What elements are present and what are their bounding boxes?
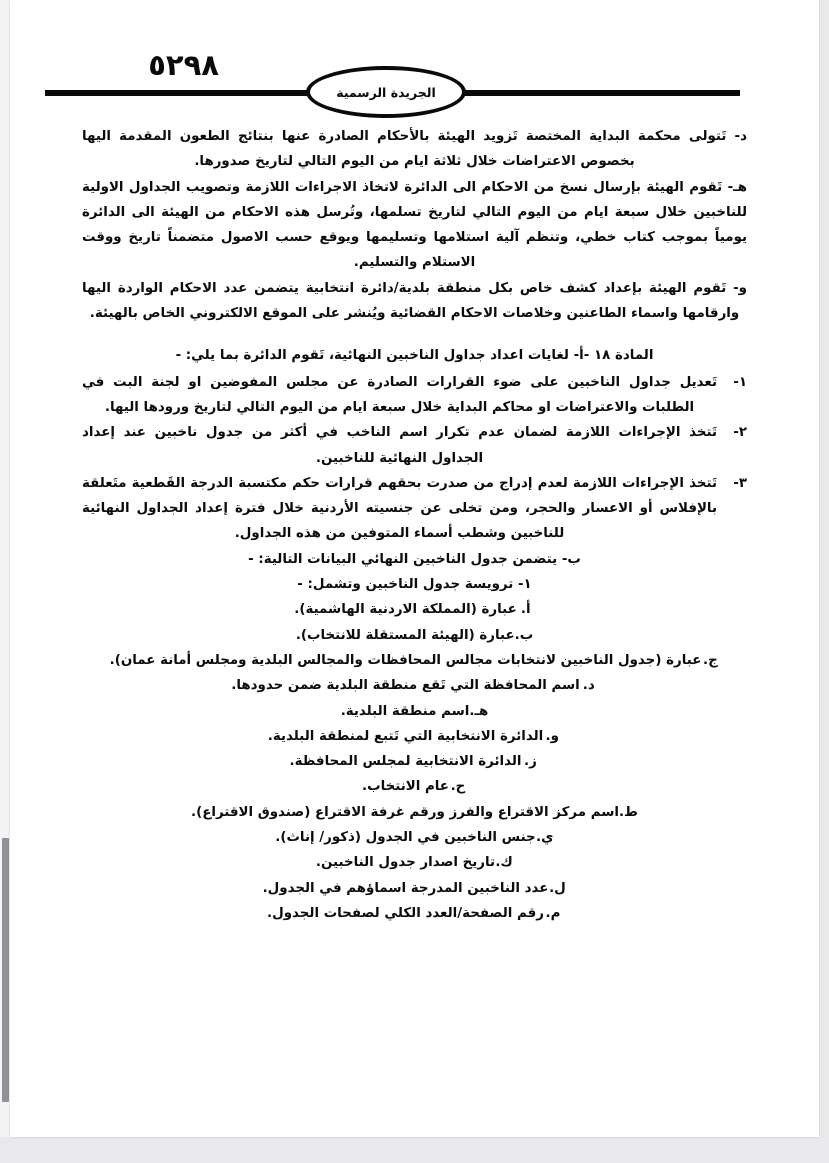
lettered-item-lam (82, 876, 747, 901)
lettered-marker: و. (545, 728, 559, 744)
lettered-marker: م. (545, 905, 561, 921)
lettered-item-tah (82, 800, 747, 825)
list-marker: ١- (733, 374, 747, 390)
lettered-text: عدد الناخبين المدرجة اسماؤهم في الجدول. (262, 880, 549, 896)
lettered-marker: ل. (549, 880, 566, 896)
lettered-marker: ي. (536, 830, 554, 846)
scrollbar-thumb[interactable] (2, 838, 9, 1102)
lettered-marker: ط. (618, 804, 638, 820)
lettered-marker: ج. (702, 652, 718, 668)
paragraph-waw: و- تَقوم الهيئة بإعداد كشف خاص بكل منطقة بلدية/دائرة انتخابية يتضمن عدد الاحكام الواردة اليها وارقامها واسماء الطاعنين وخلاصات الاحكام القضائية ويُنشر على الموقع الالكتروني الخاص بالهيئة. (82, 280, 747, 322)
section-b-item1-intro: ١- ترويسة جدول الناخبين وتشمل: - (297, 577, 532, 593)
list-item (82, 420, 747, 471)
gazette-page (10, 0, 819, 1137)
lettered-marker: هـ. (469, 703, 489, 719)
page-header (10, 48, 819, 112)
lettered-text: جنس الناخبين في الجدول (ذكور/ إناث). (275, 830, 536, 846)
lettered-item-daal (82, 673, 747, 698)
gazette-emblem (306, 66, 466, 118)
article-18-list (82, 370, 747, 547)
lettered-marker: أ. (520, 602, 531, 618)
lettered-text: عبارة (الهيئة المستقلة للانتخاب). (295, 627, 515, 643)
lettered-item-jeem (82, 648, 747, 673)
paragraph-daal: د- تَتولى محكمة البداية المختصة تَزويد الهيئة بالأحكام الصادرة عنها بنتائج الطعون المقدمة اليها بخصوص الاعتراضات خلال ثلاثة ايام من اليوم التالي لتاريخ صدورها. (82, 129, 747, 170)
lettered-item-haa (82, 699, 747, 724)
page-sheet (10, 0, 819, 1137)
list-item (82, 471, 747, 547)
document-body (10, 124, 819, 926)
lettered-marker: ك. (495, 855, 513, 871)
list-text: تَتخذ الإجراءات اللازمة لعدم إدراج من صدرت بحقهم قرارات حكم مكتسبة الدرجة القَطعية متَعلقة بالإفلاس أو الاعسار والحجر، ومن تخلى عن جنسيته الأردنية خلال فترة إعداد الجداول النهائية للناخبين وشطب أسماء المتوفين من هذه الجداول. (82, 475, 717, 542)
vertical-scrollbar[interactable] (0, 0, 10, 1137)
lettered-text: اسم منطقة البلدية. (340, 703, 470, 719)
lettered-text: عام الانتخاب. (362, 779, 449, 795)
section-b-intro: ب- يتضمن جدول الناخبين النهائي البيانات التالية: - (248, 551, 581, 567)
lettered-text: عبارة (جدول الناخبين لانتخابات مجالس المحافظات والمجالس البلدية ومجلس أمانة عمان). (109, 652, 702, 668)
list-marker: ٢- (733, 425, 747, 441)
lettered-item-kaf (82, 850, 747, 875)
lettered-text: اسم المحافظة التي تَقع منطقة البلدية ضمن حدودها. (231, 678, 580, 694)
lettered-text: تاريخ اصدار جدول الناخبين. (315, 855, 496, 871)
paragraph-haa: هـ- تَقوم الهيئة بإرسال نسخ من الاحكام الى الدائرة لاتخاذ الاجراءات اللازمة وتصويب الجداول الاولية للناخبين خلال سبعة ايام من اليوم التالي لتاريخ تسلمها، وتُرسل هذه الاحكام من الهيئة الى الدائرة يومياً بموجب كتاب خطي، وتنظم آلية استلامها وتسليمها ويوقع حسب الاصول متضمناً تاريخ ووقت الاستلام والتسليم. (82, 179, 747, 271)
folio-number: ٥٢٩٨ (148, 48, 219, 82)
lettered-item-zay (82, 749, 747, 774)
list-text: تَتخذ الإجراءات اللازمة لضمان عدم تكرار اسم الناخب في أكثر من جدول ناخبين عند إعداد الجداول النهائية للناخبين. (82, 425, 717, 466)
lettered-text: عبارة (المملكة الاردنية الهاشمية). (294, 602, 517, 618)
lettered-text: الدائرة الانتخابية لمجلس المحافظة. (289, 754, 522, 770)
lettered-item-baa (82, 623, 747, 648)
lettered-item-waw (82, 724, 747, 749)
lettered-text: رقم الصفحة/العدد الكلي لصفحات الجدول. (267, 905, 544, 921)
section-gap (82, 326, 747, 343)
list-marker: ٣- (733, 475, 747, 491)
lettered-text: الدائرة الانتخابية التي تَتبع لمنطقة البلدية. (267, 728, 544, 744)
article-18-heading: المادة ١٨ -أ- لغايات اعداد جداول الناخبين النهائية، تَقوم الدائرة بما يلي: - (175, 348, 654, 364)
gazette-title: الجريدة الرسمية (336, 84, 436, 100)
lettered-item-alef (82, 597, 747, 622)
lettered-item-hha (82, 774, 747, 799)
list-text: تَعديل جداول الناخبين على ضوء القرارات الصادرة عن مجلس المفوضين او لجنة البت في الطلبات والاعتراضات او محاكم البداية خلال سبعة ايام من اليوم التالي لتاريخ ورودها اليها. (82, 374, 717, 415)
list-item (82, 370, 747, 421)
lettered-marker: ب. (514, 627, 534, 643)
lettered-item-yaa (82, 825, 747, 850)
lettered-text: اسم مركز الاقتراع والفرز ورقم غرفة الاقتراع (صندوق الاقتراع). (191, 804, 619, 820)
lettered-marker: ح. (450, 779, 466, 795)
lettered-item-meem (82, 901, 747, 926)
lettered-marker: د. (582, 678, 595, 694)
lettered-marker: ز. (524, 754, 537, 770)
